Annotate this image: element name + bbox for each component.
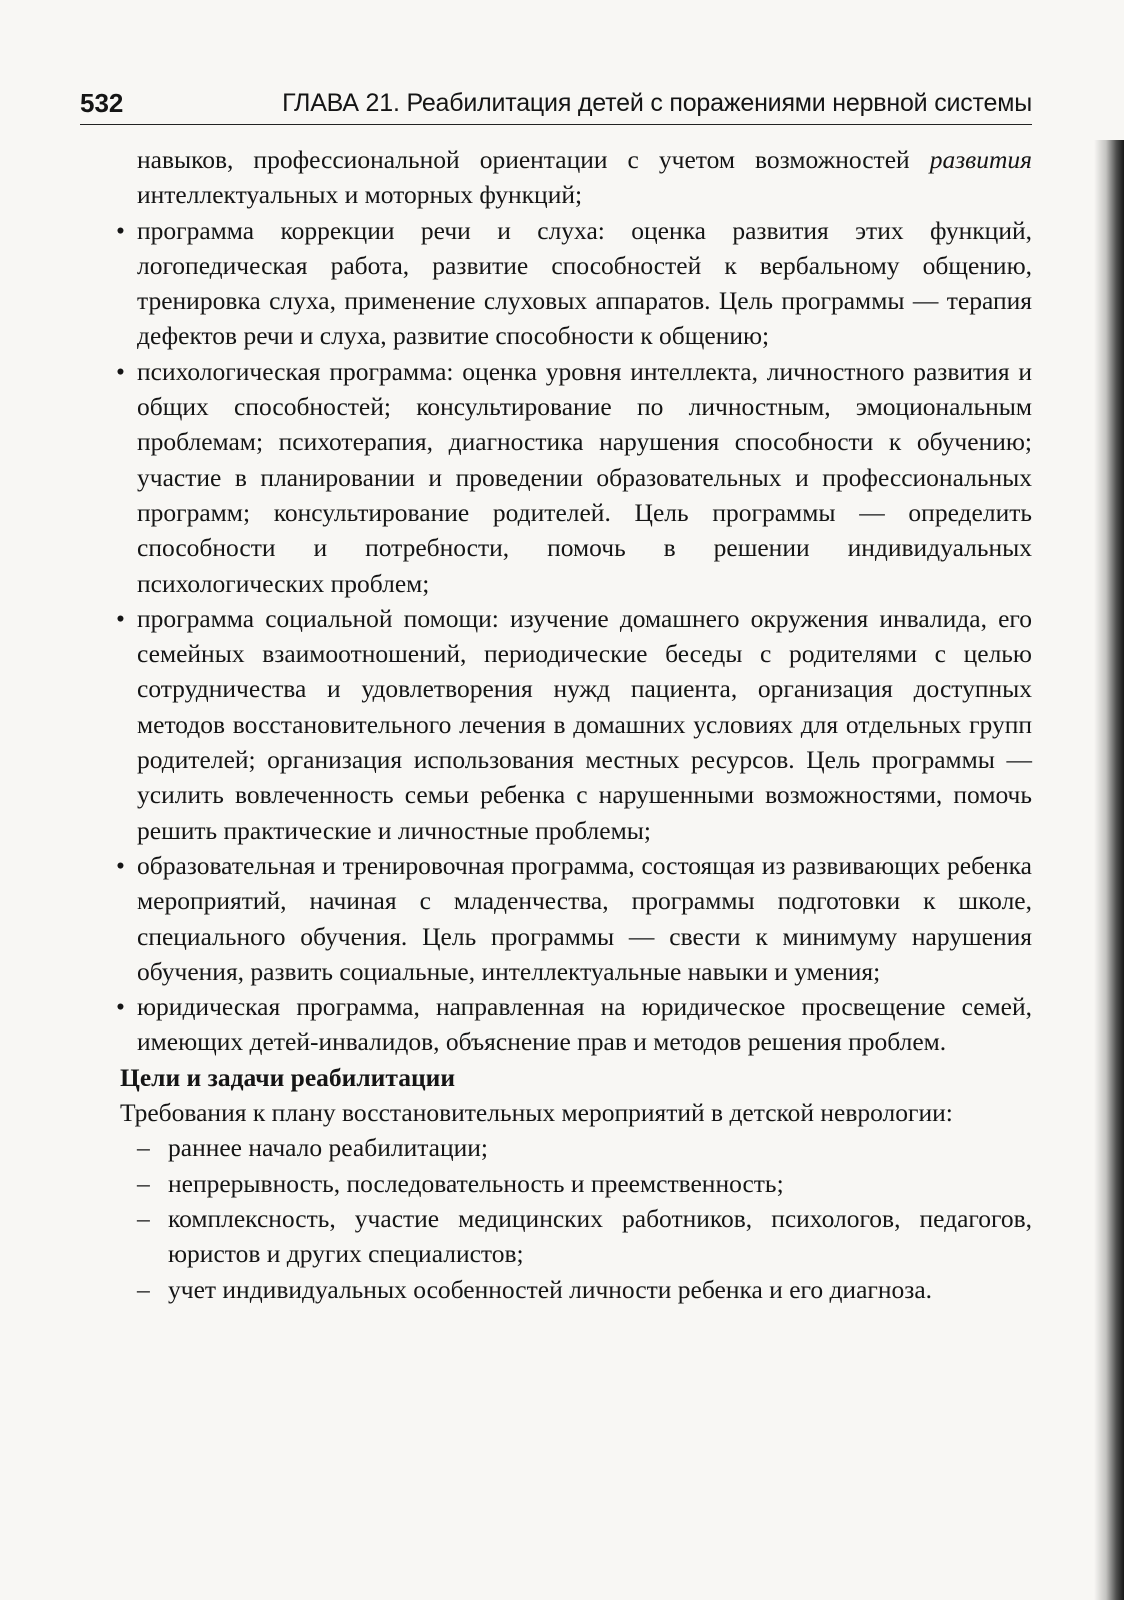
dash-marker: – — [137, 1274, 150, 1304]
bullet-text: юридическая программа, направленная на юридическое просвещение семей, имеющих детей-инвалидов, объяснение прав и методов решения проблем. — [137, 992, 1032, 1057]
requirement-item — [80, 1166, 1032, 1201]
requirement-text: непрерывность, последовательность и преемственность; — [168, 1168, 784, 1198]
bullet-marker: • — [116, 850, 125, 880]
continuation-text-end: интеллектуальных и моторных функций; — [137, 180, 583, 210]
body-text — [80, 142, 1032, 1307]
requirement-text: комплексность, участие медицинских работников, психологов, педагогов, юристов и других специалистов; — [168, 1203, 1032, 1269]
dash-marker: – — [137, 1203, 150, 1233]
page-header — [80, 86, 1032, 125]
bullet-marker: • — [116, 603, 125, 633]
requirement-item — [80, 1272, 1032, 1307]
bullet-text: программа социальной помощи: изучение домашнего окружения инвалида, его семейных взаимоотношений, периодические беседы с родителями с целью сотрудничества и удовлетворения нужд пациента, организация доступных методов восстановительного лечения в домашних условиях для отдельных групп родителей; организация использования местных ресурсов. Цель программы — усилить вовлеченность семьи ребенка с нарушенными возможностями, помочь решить практические и личностные проблемы; — [137, 603, 1032, 845]
bullet-item-social — [80, 601, 1032, 848]
requirement-item — [80, 1201, 1032, 1272]
intro-paragraph: Требования к плану восстановительных мероприятий в детской неврологии: — [120, 1098, 953, 1128]
bullet-text: психологическая программа: оценка уровня интеллекта, личностного развития и общих способностей; консультирование по личностным, эмоциональным проблемам; психотерапия, диагностика нарушения способности к обучению; участие в планировании и проведении образовательных и профессиональных программ; консультирование родителей. Цель программы — определить способности и потребности, помочь в решении индивидуальных психологических проблем; — [137, 356, 1032, 598]
bullet-item-psychological — [80, 354, 1032, 601]
bullet-item-educational — [80, 848, 1032, 989]
bullet-text: образовательная и тренировочная программа, состоящая из развивающих ребенка мероприятий, начиная с младенчества, программы подготовки к школе, специального обучения. Цель программы — свести к минимуму нарушения обучения, развить социальные, интеллектуальные навыки и умения; — [137, 850, 1032, 986]
bullet-marker: • — [116, 356, 125, 386]
running-head: ГЛАВА 21. Реабилитация детей с поражениями нервной системы — [282, 89, 1032, 117]
bullet-item-speech-hearing — [80, 213, 1032, 354]
continuation-text: навыков, профессиональной ориентации с учетом возможностей — [137, 145, 930, 174]
dash-marker: – — [137, 1168, 150, 1198]
scan-edge-shadow — [1094, 140, 1124, 1600]
italic-term: развития — [929, 145, 1032, 174]
requirement-item — [80, 1130, 1032, 1165]
dash-marker: – — [137, 1133, 150, 1163]
page-number: 532 — [80, 88, 124, 118]
continuation-paragraph — [80, 142, 1032, 213]
bullet-marker: • — [116, 992, 125, 1022]
section-heading: Цели и задачи реабилитации — [120, 1062, 456, 1092]
bullet-marker: • — [116, 215, 125, 245]
bullet-item-legal — [80, 989, 1032, 1060]
bullet-text: программа коррекции речи и слуха: оценка развития этих функций, логопедическая работа, развитие способностей к вербальному общению, тренировка слуха, применение слуховых аппаратов. Цель программы — терапия дефектов речи и слуха, развитие способности к общению; — [137, 215, 1032, 351]
requirement-text: учет индивидуальных особенностей личности ребенка и его диагноза. — [168, 1274, 933, 1304]
requirement-text: раннее начало реабилитации; — [168, 1133, 489, 1163]
